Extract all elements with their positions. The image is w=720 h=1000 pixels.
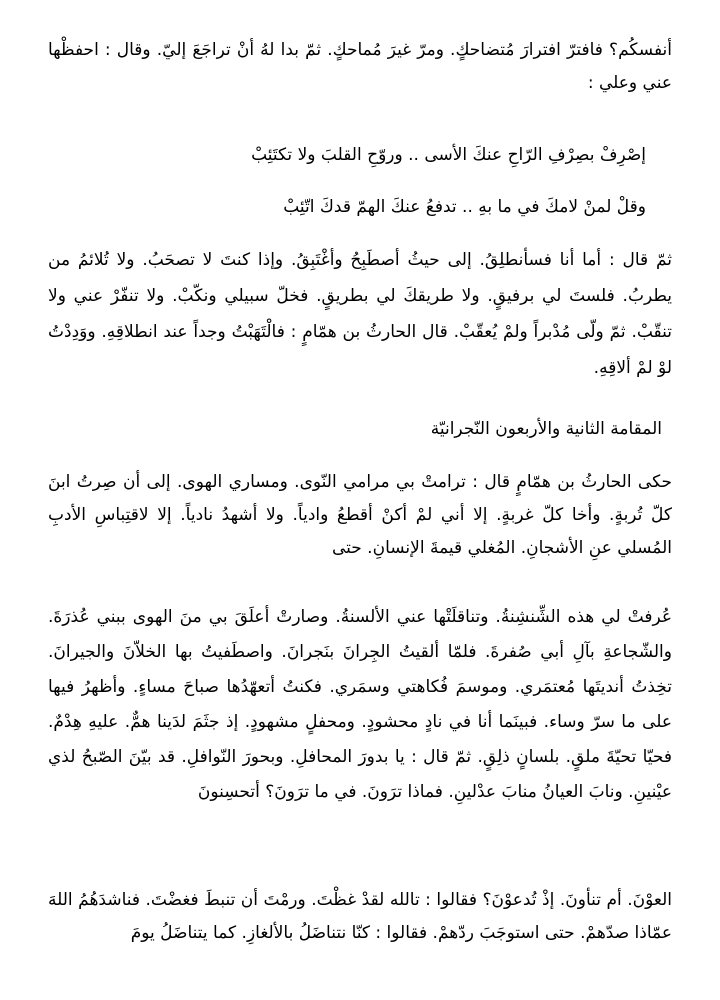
paragraph-3: حكى الحارثُ بن همّامٍ قال : ترامتْ بي مرامي النّوى. ومساري الهوى. إلى أن صِرتُ ابنَ كلّ تُربةٍ. وأخا كلّ غربةٍ. إلا أني لمْ أكنْ أقطعُ وادياً. ولا أشهدُ نادياً. إلا لاقتِباسِ الأدبِ المُسلي عنِ الأشجانِ. المُغلي قيمةَ الإنسانِ. حتى	[48, 472, 672, 558]
paragraph-2: ثمّ قال : أما أنا فسأنطلِقُ. إلى حيثُ أصطَبِحُ وأغْتَبِقُ. وإذا كنتَ لا تصحَبُ. ولا تُلائمُ من يطربُ. فلستَ لي برفيقٍ. ولا طريقكَ لي بطريقٍ. فخلّ سبيلي ونكّبْ. ولا تنفّرْ عني ولا تنقّبْ. ثمّ ولّى مُدْبراً ولمْ يُعقّبْ. قال الحارثُ بن همّامٍ : فالْتَهَبْتُ وجداً عند انطلاقِهِ. ووَدِدْتُ لوْ لمْ ألاقِهِ.	[48, 250, 672, 378]
paragraph-5: العوْنَ. أم تنأونَ. إذْ تُدعوْنَ؟ فقالوا : تالله لقدْ غظْتَ. ورمْتَ أن تنبطَ فغضْتَ. فناشدَهُمُ اللهَ عمّاذا صدّهمْ. حتى استوجَبَ ردّهمْ. فقالوا : كنّا نتناضَلُ بالألغازِ. كما يتناضَلُ يومَ	[48, 890, 672, 943]
section-heading: المقامة الثانية والأربعون النّجرانيّة	[430, 419, 662, 439]
verse-line-2: وقلْ لمنْ لامكَ في ما بهِ .. تدفعُ عنكَ الهمّ قدكَ اتّئِبْ	[283, 197, 646, 217]
paragraph-1: أنفسكُم؟ فافترّ افترارَ مُتضاحكٍ. ومرّ غيرَ مُماحكٍ. ثمّ بدا لهُ أنْ تراجَعَ إليّ. وقال : احفظْها عني وعلي :	[48, 40, 672, 93]
paragraph-4: عُرفتْ لي هذه الشِّنشِنةُ. وتناقلَتْها عني الألسنةُ. وصارتْ أعلَقَ بي منَ الهوى ببني عُذرَةَ. والشّجاعةِ بآلِ أبي صُفرةَ. فلمّا ألقيتُ الجِرانَ بنَجرانَ. واصطَفيتُ بها الخلاّنَ والجيرانَ. تخِذتُ أنديتَها مُعتمَري. وموسمَ فُكاهتي وسمَري. فكنتُ أتعهّدُها صباحَ مساءٍ. وأظهرُ فيها على ما سرّ وساء. فبينَما أنا في نادٍ محشودٍ. ومحفلٍ مشهودٍ. إذ جثَمَ لدَينا همٌّ. عليهِ هِدْمٌ. فحيّا تحيّةَ ملقٍ. بلسانٍ ذلِقٍ. ثمّ قال : يا بدورَ المحافلِ. وبحورَ النّوافلِ. قد بيّنَ الصّبحُ لذي عيْنينِ. ونابَ العيانُ منابَ عدْلينِ. فماذا ترَونَ. في ما ترَونَ؟ أتحسِنونَ	[48, 607, 672, 802]
verse-line-1: إصْرِفْ بصِرْفِ الرّاحِ عنكَ الأسى .. وروّحِ القلبَ ولا تكتَئِبْ	[251, 145, 646, 165]
